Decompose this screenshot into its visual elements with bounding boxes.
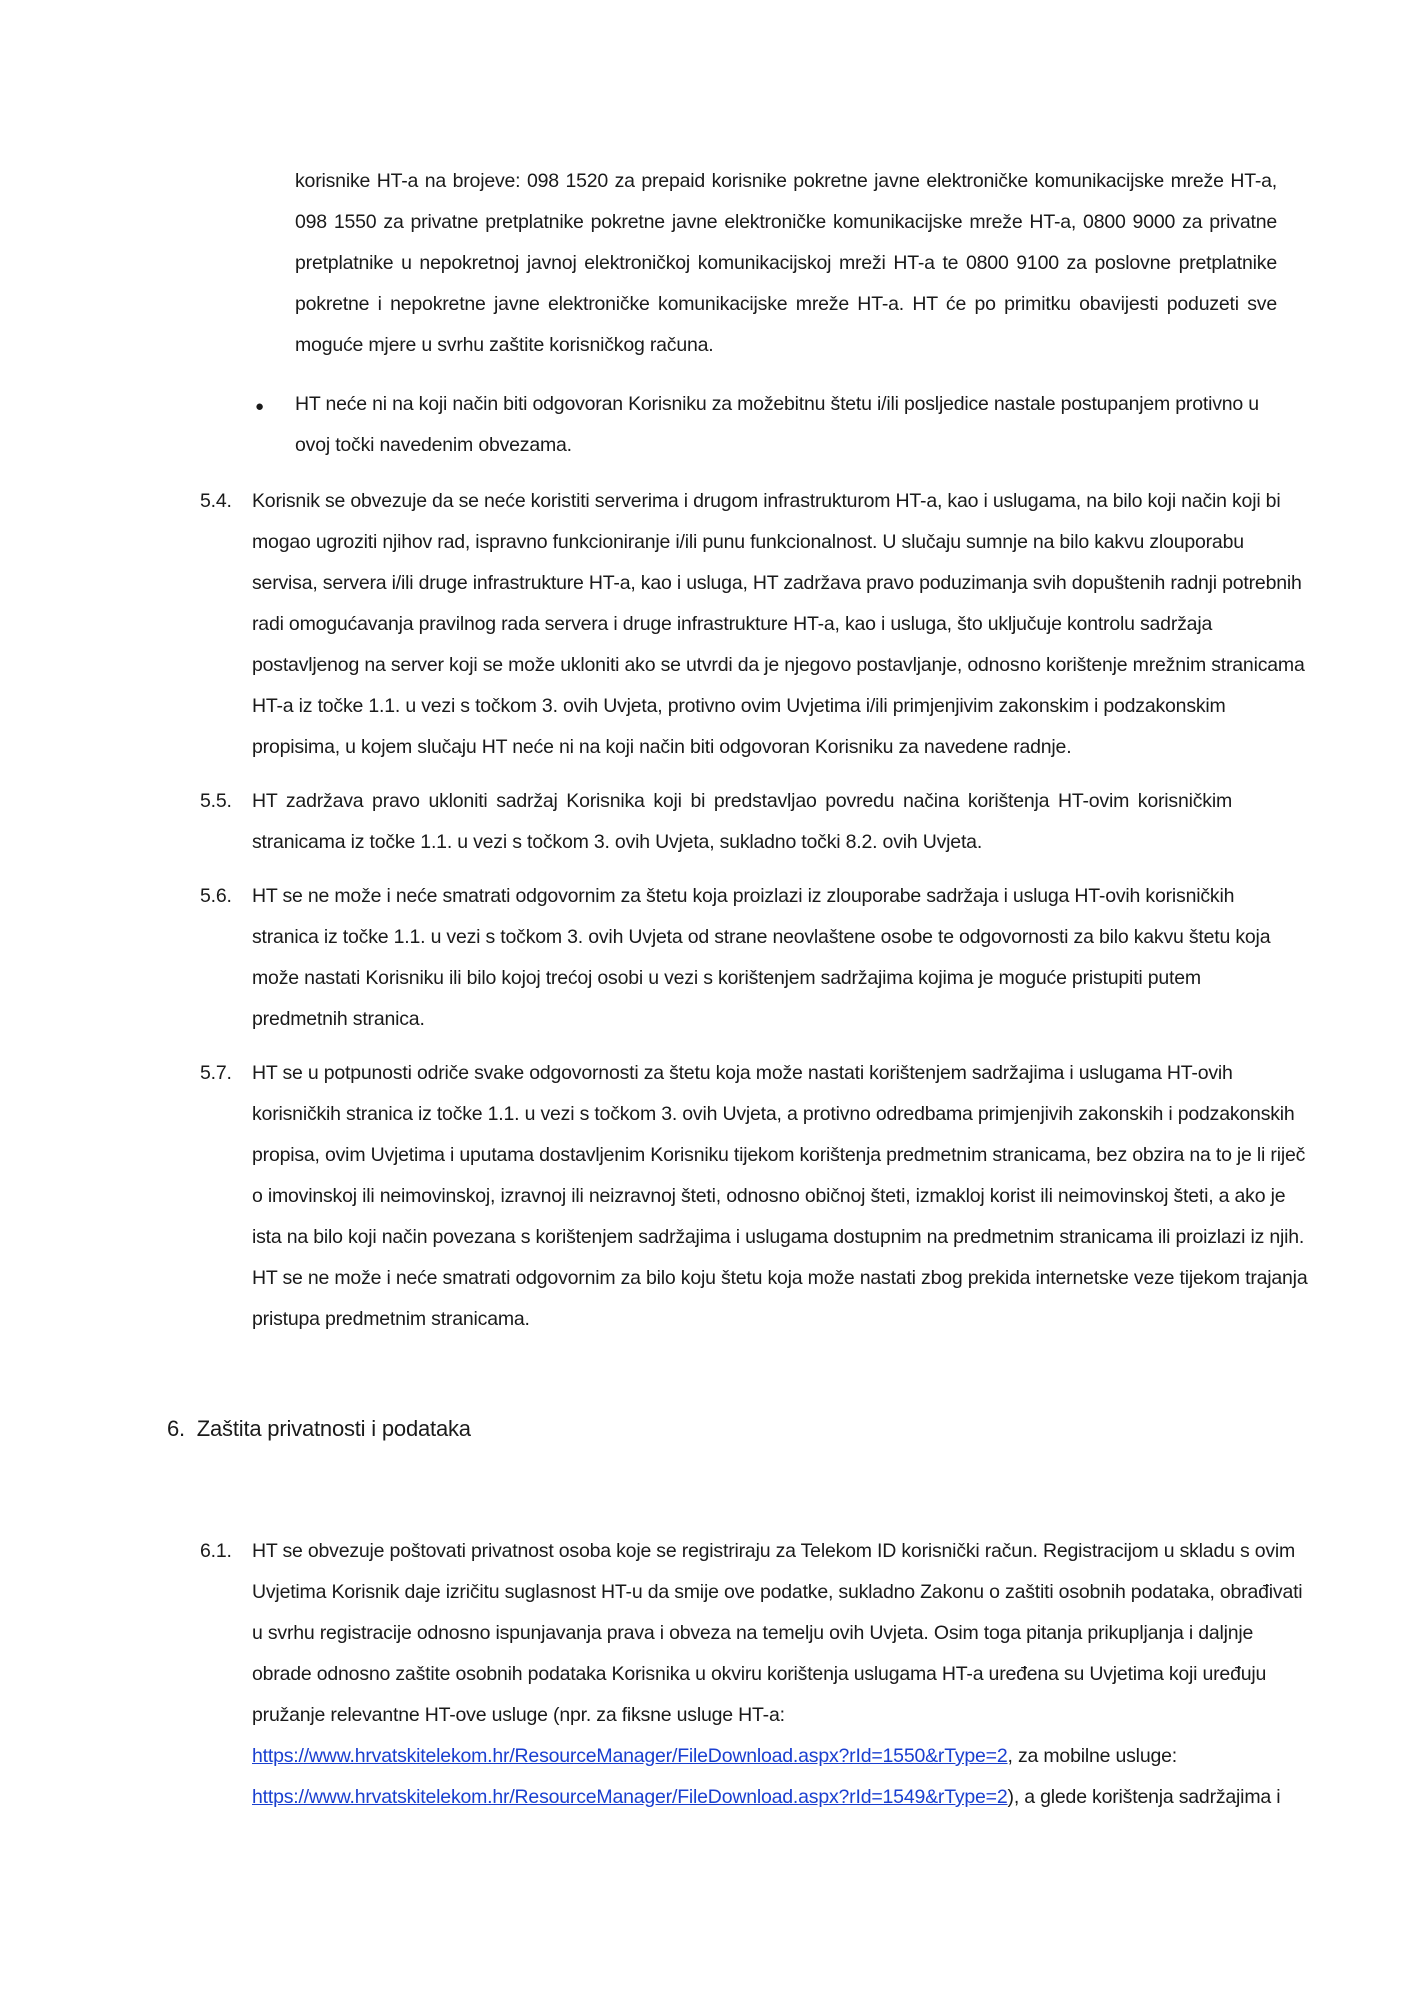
item-text-5-5: HT zadržava pravo ukloniti sadržaj Korisnika koji bi predstavljao povredu načina korištenja HT-ovim korisničkim stranicama iz točke 1.1. u vezi s točkom 3. ovih Uvjeta, sukladno točki 8.2. ovih Uvjeta. — [252, 790, 1232, 853]
item-text-5-6: HT se ne može i neće smatrati odgovornim za štetu koja proizlazi iz zlouporabe sadržaja i usluga HT-ovih korisničkih stranica iz točke 1.1. u vezi s točkom 3. ovih Uvjeta od strane neovlaštene osobe te odgovornosti za bilo kakvu štetu koja može nastati Korisniku ili bilo kojoj trećoj osobi u vezi s korištenjem sadržajima kojima je moguće pristupiti putem predmetnih stranica. — [252, 885, 1271, 1030]
item-text-6-1-mid: , za mobilne usluge: — [1007, 1745, 1177, 1767]
item-text-6-1-intro: HT se obvezuje poštovati privatnost osoba koje se registriraju za Telekom ID korisnički račun. Registracijom u skladu s ovim Uvjetima Korisnik daje izričitu suglasnost HT-u da smije ove podatke, sukladno Zakonu o zaštiti osobnih podataka, obrađivati u svrhu registracije odnosno ispunjavanja prava i obveza na temelju ovih Uvjeta. Osim toga pitanja prikupljanja i daljnje obrade odnosno zaštite osobnih podataka Korisnika u okviru korištenja uslugama HT-a uređena su Uvjetima koji uređuju pružanje relevantne HT-ove usluge (npr. za fiksne usluge HT-a: — [252, 1540, 1303, 1726]
mobile-services-link[interactable]: https://www.hrvatskitelekom.hr/ResourceManager/FileDownload.aspx?rId=1549&rType=2 — [252, 1786, 1008, 1808]
bullet-paragraph: HT neće ni na koji način biti odgovoran Korisniku za možebitnu štetu i/ili posljedice nastale postupanjem protivno u ovoj točki navedenim obvezama. — [295, 393, 1259, 456]
bullet-symbol: ● — [255, 398, 265, 415]
item-number-6-1: 6.1. — [200, 1540, 232, 1562]
continuation-paragraph: korisnike HT-a na brojeve: 098 1520 za prepaid korisnike pokretne javne elektroničke komunikacijske mreže HT-a, 098 1550 za privatne pretplatnike pokretne javne elektroničke komunikacijske mreže HT-a, 0800 9000 za privatne pretplatnike u nepokretnoj javnoj elektroničkoj komunikacijskoj mreži HT-a te 0800 9100 za poslovne pretplatnike pokretne i nepokretne javne elektroničke komunikacijske mreže HT-a. HT će po primitku obavijesti poduzeti sve moguće mjere u svrhu zaštite korisničkog računa. — [295, 170, 1277, 356]
item-text-6-1-end: ), a glede korištenja sadržajima i — [1007, 1786, 1281, 1808]
item-number-5-7: 5.7. — [200, 1062, 232, 1084]
item-number-5-4: 5.4. — [200, 490, 232, 512]
item-number-5-6: 5.6. — [200, 885, 232, 907]
section-heading: 6. Zaštita privatnosti i podataka — [167, 1416, 471, 1441]
item-text-5-4: Korisnik se obvezuje da se neće koristiti serverima i drugom infrastrukturom HT-a, kao i uslugama, na bilo koji način koji bi mogao ugroziti njihov rad, ispravno funkcioniranje i/ili punu funkcionalnost. U slučaju sumnje na bilo kakvu zlouporabu servisa, servera i/ili druge infrastrukture HT-a, kao i usluga, HT zadržava pravo poduzimanja svih dopuštenih radnji potrebnih radi omogućavanja pravilnog rada servera i druge infrastrukture HT-a, kao i usluga, što uključuje kontrolu sadržaja postavljenog na server koji se može ukloniti ako se utvrdi da je njegovo postavljanje, odnosno korištenje mrežnim stranicama HT-a iz točke 1.1. u vezi s točkom 3. ovih Uvjeta, protivno ovim Uvjetima i/ili primjenjivim zakonskim i podzakonskim propisima, u kojem slučaju HT neće ni na koji način biti odgovoran Korisniku za navedene radnje. — [252, 490, 1305, 758]
item-number-5-5: 5.5. — [200, 790, 232, 812]
item-text-6-1 — [252, 1531, 1312, 1818]
item-text-5-7: HT se u potpunosti odriče svake odgovornosti za štetu koja može nastati korištenjem sadržajima i uslugama HT-ovih korisničkih stranica iz točke 1.1. u vezi s točkom 3. ovih Uvjeta, a protivno odredbama primjenjivih zakonskih i podzakonskih propisa, ovim Uvjetima i uputama dostavljenim Korisniku tijekom korištenja predmetnim stranicama, bez obzira na to je li riječ o imovinskoj ili neimovinskoj, izravnoj ili neizravnoj šteti, odnosno običnoj šteti, izmakloj korist ili neimovinskoj šteti, a ako je ista na bilo koji način povezana s korištenjem sadržajima i uslugama dostupnim na predmetnim stranicama ili proizlazi iz njih. HT se ne može i neće smatrati odgovornim za bilo koju štetu koja može nastati zbog prekida internetske veze tijekom trajanja pristupa predmetnim stranicama. — [252, 1062, 1308, 1330]
fixed-services-link[interactable]: https://www.hrvatskitelekom.hr/ResourceManager/FileDownload.aspx?rId=1550&rType=2 — [252, 1745, 1008, 1767]
